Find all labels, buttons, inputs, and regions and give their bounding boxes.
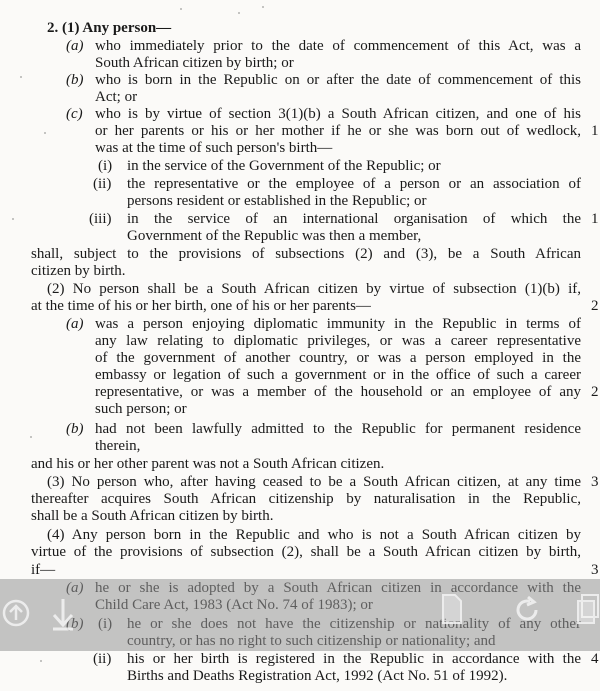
para-label: (c): [66, 106, 83, 122]
text-line: in the service of an international organisation of which the: [127, 211, 581, 227]
margin-number: 2: [591, 298, 599, 314]
margin-number: 1: [591, 211, 599, 227]
text-line: Act; or: [95, 89, 138, 105]
text-line: was a person enjoying diplomatic immunity in the Republic in terms of: [95, 316, 581, 332]
text-line: thereafter acquires South African citizenship by naturalisation in the Republic,: [31, 491, 581, 507]
text-line: (4) Any person born in the Republic and who is not a South African citizen by: [47, 527, 581, 543]
text-line: and his or her other parent was not a South African citizen.: [31, 456, 385, 472]
text-line: (3) No person who, after having ceased to be a South African citizen, at any time: [47, 474, 581, 490]
text-line: virtue of the provisions of subsection (2), shall be a South African citizen by birth,: [31, 544, 581, 560]
speck: [180, 8, 182, 10]
text-line: who is born in the Republic on or after the date of commencement of this: [95, 72, 581, 88]
arrow-up-circle-icon[interactable]: [2, 599, 30, 627]
refresh-icon[interactable]: [512, 595, 542, 625]
section-number: 2. (1) Any person—: [47, 20, 172, 36]
subpara-label: (ii): [93, 651, 112, 667]
para-label: (a): [66, 38, 84, 54]
speck: [262, 6, 264, 8]
subpara-label: (ii): [93, 176, 112, 192]
arrow-down-icon[interactable]: [50, 597, 76, 631]
text-line: Births and Deaths Registration Act, 1992 (Act No. 51 of 1992).: [127, 668, 508, 684]
text-line: who is by virtue of section 3(1)(b) a South African citizen, and one of his: [95, 106, 581, 122]
text-line: in the service of the Government of the Republic; or: [127, 158, 441, 174]
text-line: any law relating to diplomatic privileges, or was a career representative: [95, 333, 581, 349]
text-line: of the government of another country, or was a person employed in the: [95, 350, 581, 366]
text-line: therein,: [95, 438, 141, 454]
para-label: (b): [66, 421, 84, 437]
subpara-label: (i): [98, 158, 113, 174]
speck: [30, 436, 32, 438]
margin-number: 2: [591, 384, 599, 400]
subpara-label: (iii): [89, 211, 112, 227]
viewer-toolbar-overlay: [0, 579, 600, 651]
margin-number: 1: [591, 123, 599, 139]
margin-number: 3: [591, 562, 599, 578]
text-line: at the time of his or her birth, one of his or her parents—: [31, 298, 371, 314]
text-line: shall, subject to the provisions of subsections (2) and (3), be a South African: [31, 246, 581, 262]
text-line: citizen by birth.: [31, 263, 126, 279]
speck: [40, 660, 42, 662]
speck: [238, 12, 240, 14]
speck: [12, 218, 14, 220]
speck: [20, 76, 22, 78]
text-line: Government of the Republic was then a member,: [127, 228, 422, 244]
text-line: if—: [31, 562, 56, 578]
file-icon[interactable]: [440, 593, 464, 625]
speck: [44, 132, 46, 134]
text-line: embassy or legation of such a government or in the office of such a career: [95, 367, 581, 383]
text-line: or her parents or his or her mother if he or she was born out of wedlock,: [95, 123, 581, 139]
text-line: (2) No person shall be a South African citizen by virtue of subsection (1)(b) if,: [47, 281, 581, 297]
text-line: such person; or: [95, 401, 187, 417]
text-line: was at the time of such person's birth—: [95, 140, 333, 156]
text-line: had not been lawfully admitted to the Republic for permanent residence: [95, 421, 581, 437]
text-line: the representative or the employee of a person or an association of: [127, 176, 581, 192]
margin-number: 4: [591, 651, 599, 667]
text-line: representative, or was a member of the household or an employee of any: [95, 384, 581, 400]
copy-icon[interactable]: [576, 593, 600, 625]
text-line: who immediately prior to the date of commencement of this Act, was a: [95, 38, 581, 54]
para-label: (b): [66, 72, 84, 88]
text-line: persons resident or established in the Republic; or: [127, 193, 427, 209]
text-line: South African citizen by birth; or: [95, 55, 294, 71]
text-line: shall be a South African citizen by birth.: [31, 508, 274, 524]
margin-number: 3: [591, 474, 599, 490]
para-label: (a): [66, 316, 84, 332]
text-line: his or her birth is registered in the Republic in accordance with the: [127, 651, 581, 667]
